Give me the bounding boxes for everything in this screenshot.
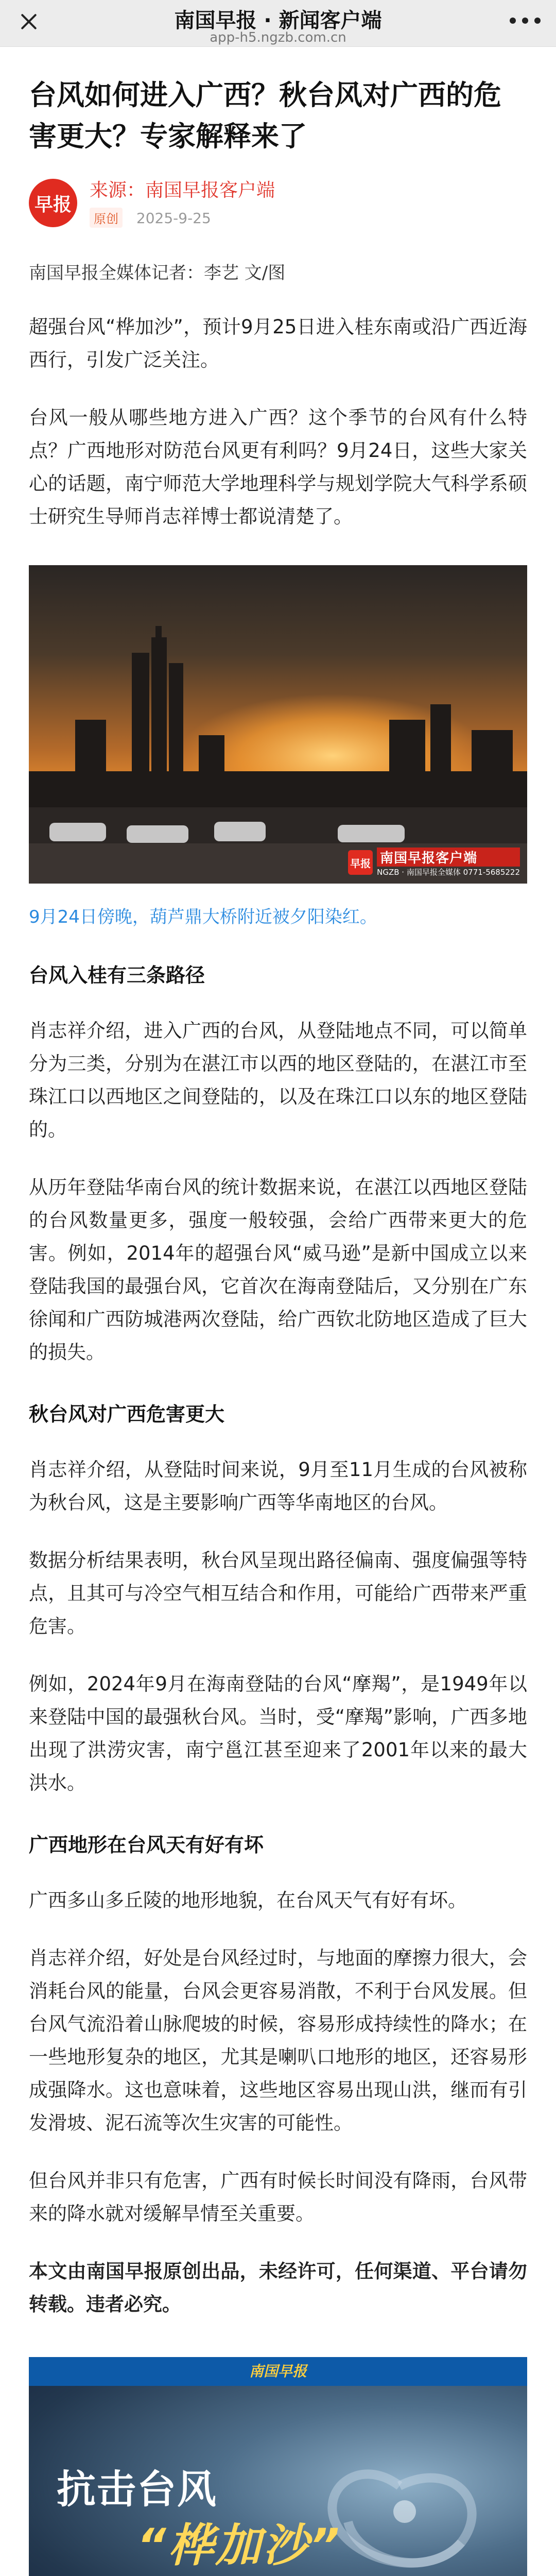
top-nav-bar	[0, 0, 556, 47]
watermark-line1: 南国早报客户端	[377, 848, 520, 867]
publish-date: 2025-9-25	[136, 209, 211, 227]
sunset-photo[interactable]	[29, 565, 527, 884]
banner-title-line1: 抗击台风	[57, 2466, 217, 2512]
more-menu-icon[interactable]	[510, 15, 541, 26]
topic-banner-image[interactable]	[29, 2357, 527, 2576]
section-heading: 广西地形在台风天有好有坏	[29, 1834, 264, 1856]
photo-watermark	[348, 848, 520, 877]
author-line: 南国早报全媒体记者：李艺 文/图	[29, 263, 286, 283]
nav-url: app-h5.ngzb.com.cn	[210, 30, 346, 45]
paragraph: 例如，2024年9月在海南登陆的台风“摩羯”，是1949年以来登陆中国的最强秋台风。当时，受“摩羯”影响，广西多地出现了洪涝灾害，南宁邕江甚至迎来了2001年以来的最大洪水。	[29, 1673, 527, 1794]
paragraph: 超强台风“桦加沙”，预计9月25日进入桂东南或沿广西近海西行，引发广泛关注。	[29, 316, 527, 371]
nav-title: 南国早报 · 新闻客户端	[174, 9, 382, 32]
article-body	[0, 75, 556, 2576]
banner-header: 南国早报	[29, 2357, 527, 2386]
source-logo[interactable]: 早报	[29, 179, 77, 227]
copyright-notice: 本文由南国早报原创出品，未经许可，任何渠道、平台请勿转载。违者必究。	[29, 2260, 527, 2315]
paragraph: 数据分析结果表明，秋台风呈现出路径偏南、强度偏强等特点，且其可与冷空气相互结合和作用，可能给广西带来严重危害。	[29, 1549, 527, 1637]
sunset-skyline-image	[29, 565, 527, 884]
section-heading: 台风入桂有三条路径	[29, 964, 205, 987]
paragraph: 台风一般从哪些地方进入广西？这个季节的台风有什么特点？广西地形对防范台风更有利吗？9月24日，这些大家关心的话题，南宁师范大学地理科学与规划学院大气科学系硕士研究生导师肖志祥博士都说清楚了。	[29, 406, 527, 528]
paragraph: 广西多山多丘陵的地形地貌，在台风天气有好有坏。	[29, 1889, 467, 1911]
paragraph: 从历年登陆华南台风的统计数据来说，在湛江以西地区登陆的台风数量更多，强度一般较强，会给广西带来更大的危害。例如，2014年的超强台风“威马逊”是新中国成立以来登陆我国的最强台风，它首次在海南登陆后，又分别在广东徐闻和广西防城港两次登陆，给广西钦北防地区造成了巨大的损失。	[29, 1176, 527, 1363]
article-title: 台风如何进入广西？秋台风对广西的危害更大？专家解释来了	[29, 79, 501, 152]
section-heading: 秋台风对广西危害更大	[29, 1403, 225, 1426]
watermark-line2: NGZB · 南国早报全媒体 0771-5685222	[377, 868, 520, 877]
paragraph: 肖志祥介绍，好处是台风经过时，与地面的摩擦力很大，会消耗台风的能量，台风会更容易消散，不利于台风发展。但台风气流沿着山脉爬坡的时候，容易形成持续性的降水；在一些地形复杂的地区，尤其是喇叭口地形的地区，还容易形成强降水。这也意味着，这些地区容易出现山洪，继而有引发滑坡、泥石流等次生灾害的可能性。	[29, 1947, 527, 2134]
banner-title-line2: “桦加沙”	[137, 2519, 342, 2572]
paragraph: 但台风并非只有危害，广西有时候长时间没有降雨，台风带来的降水就对缓解旱情至关重要。	[29, 2170, 527, 2225]
original-badge: 原创	[90, 208, 123, 228]
watermark-logo: 早报	[348, 850, 373, 875]
source-name[interactable]: 来源：南国早报客户端	[90, 179, 275, 201]
photo-caption: 9月24日傍晚，葫芦鼎大桥附近被夕阳染红。	[29, 907, 377, 927]
paragraph: 肖志祥介绍，从登陆时间来说，9月至11月生成的台风被称为秋台风，这是主要影响广西等华南地区的台风。	[29, 1459, 527, 1514]
source-info	[29, 175, 527, 231]
paragraph: 肖志祥介绍，进入广西的台风，从登陆地点不同，可以简单分为三类，分别为在湛江市以西的地区登陆的，在湛江市至珠江口以西地区之间登陆的，以及在珠江口以东的地区登陆的。	[29, 1020, 527, 1141]
